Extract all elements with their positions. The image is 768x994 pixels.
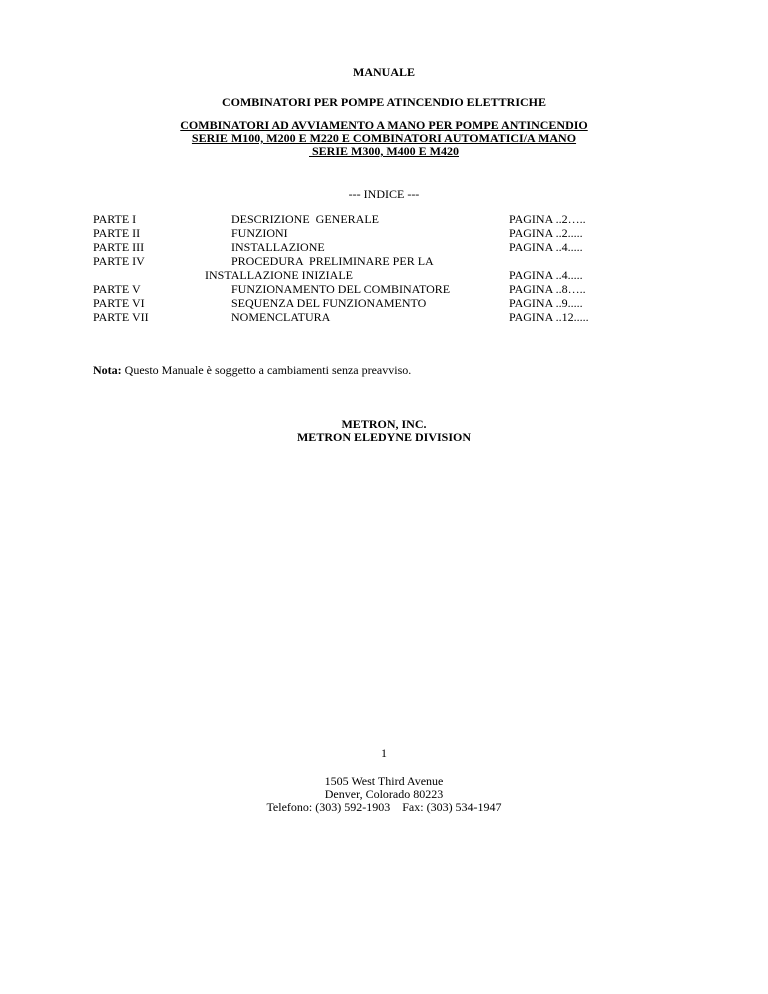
company-division: METRON ELEDYNE DIVISION — [296, 430, 472, 444]
index-page: PAGINA ..9..... — [509, 296, 583, 310]
document-title: COMBINATORI PER POMPE ATINCENDIO ELETTRICHE — [221, 95, 547, 109]
index-row — [0, 310, 768, 324]
index-row — [0, 268, 768, 282]
index-row — [0, 240, 768, 254]
index-row — [0, 254, 768, 268]
index-row — [0, 282, 768, 296]
index-page: PAGINA ..2….. — [509, 212, 586, 226]
index-title: NOMENCLATURA — [231, 310, 331, 324]
index-title: SEQUENZA DEL FUNZIONAMENTO — [231, 296, 427, 310]
index-part: PARTE II — [93, 226, 141, 240]
disclaimer-note — [93, 363, 411, 377]
document-heading: MANUALE — [353, 65, 415, 79]
index-part: PARTE IV — [93, 254, 145, 268]
address-city: Denver, Colorado 80223 — [324, 787, 444, 801]
index-title: DESCRIZIONE GENERALE — [231, 212, 379, 226]
index-page: PAGINA ..8….. — [509, 282, 586, 296]
index-title: INSTALLAZIONE INIZIALE — [205, 268, 353, 282]
company-name: METRON, INC. — [341, 417, 427, 431]
index-page: PAGINA ..12..... — [509, 310, 589, 324]
note-label: Nota: — [93, 363, 122, 377]
subtitle-line-3: SERIE M300, M400 E M420 — [309, 144, 459, 158]
index-title: FUNZIONI — [231, 226, 288, 240]
subtitle-line-1: COMBINATORI AD AVVIAMENTO A MANO PER POMPE ANTINCENDIO — [180, 118, 588, 132]
index-page: PAGINA ..4..... — [509, 240, 583, 254]
index-title: FUNZIONAMENTO DEL COMBINATORE — [231, 282, 451, 296]
index-row — [0, 226, 768, 240]
subtitle-line-2: SERIE M100, M200 E M220 E COMBINATORI AUTOMATICI/A MANO — [191, 131, 577, 145]
note-text: Questo Manuale è soggetto a cambiamenti senza preavviso. — [121, 363, 412, 377]
index-part: PARTE III — [93, 240, 145, 254]
index-page: PAGINA ..2..... — [509, 226, 583, 240]
index-heading: --- INDICE --- — [348, 187, 420, 201]
index-part: PARTE VI — [93, 296, 145, 310]
index-row — [0, 212, 768, 226]
index-part: PARTE I — [93, 212, 137, 226]
page-number: 1 — [381, 746, 387, 760]
index-title: PROCEDURA PRELIMINARE PER LA — [231, 254, 434, 268]
address-contact: Telefono: (303) 592-1903 Fax: (303) 534-1947 — [266, 800, 502, 814]
index-part: PARTE V — [93, 282, 141, 296]
index-part: PARTE VII — [93, 310, 149, 324]
index-title: INSTALLAZIONE — [231, 240, 325, 254]
index-row — [0, 296, 768, 310]
address-street: 1505 West Third Avenue — [324, 774, 444, 788]
index-page: PAGINA ..4..... — [509, 268, 583, 282]
